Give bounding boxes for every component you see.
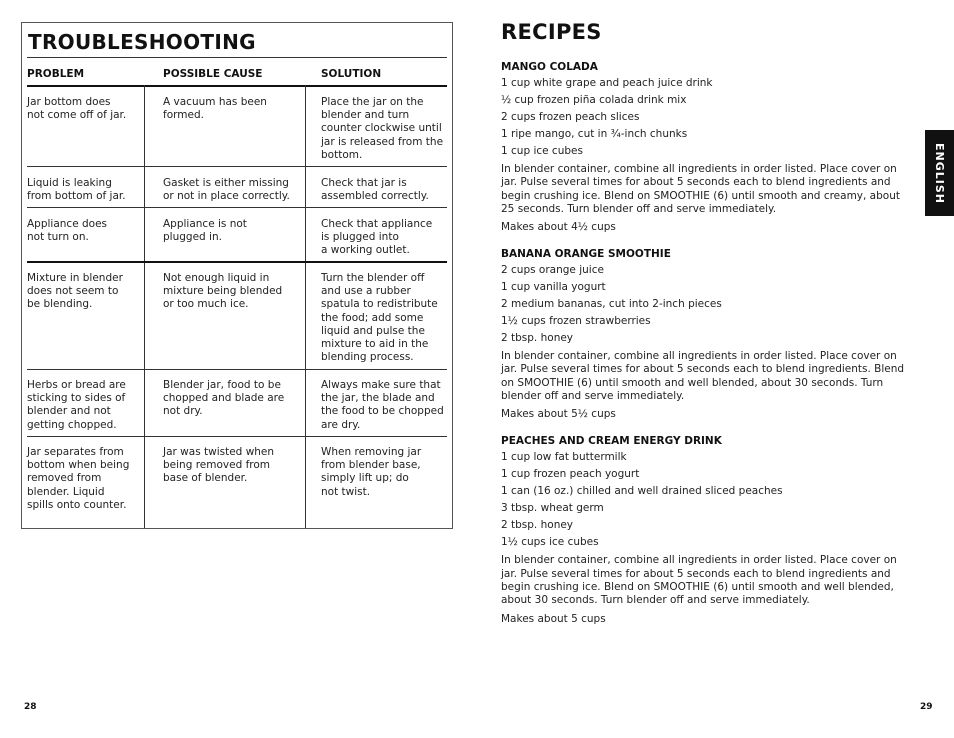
recipe-title: BANANA ORANGE SMOOTHIE — [501, 248, 671, 261]
row-divider — [27, 207, 447, 208]
language-tab — [925, 130, 954, 216]
column-header-solution: SOLUTION — [321, 68, 382, 80]
recipe-yield: Makes about 5½ cups — [501, 408, 616, 421]
ingredient-list — [501, 75, 913, 160]
recipe-banana-orange-smoothie — [501, 248, 913, 421]
problem-cell: Liquid is leaking from bottom of jar. — [27, 177, 126, 203]
ingredient-list — [501, 262, 913, 347]
column-divider — [144, 85, 145, 528]
recipe-title: MANGO COLADA — [501, 61, 598, 73]
recipe-yield: Makes about 5 cups — [501, 612, 606, 625]
ingredient-item: 1 cup ice cubes — [501, 145, 583, 157]
problem-cell: Herbs or bread are sticking to sides of blender and not getting chopped. — [27, 379, 126, 431]
solution-cell: Check that jar is assembled correctly. — [321, 177, 429, 203]
ingredient-item: 1 cup low fat buttermilk — [501, 451, 627, 464]
solution-cell: When removing jar from blender base, simply lift up; do not twist. — [321, 446, 422, 498]
solution-cell: Turn the blender off and use a rubber spatula to redistribute the food; add some liquid and pulse the mixture to aid in the blending process. — [321, 272, 438, 364]
column-header-cause: POSSIBLE CAUSE — [163, 68, 263, 80]
ingredient-item: 2 cups orange juice — [501, 264, 604, 277]
column-divider — [305, 85, 306, 528]
ingredient-item: 1 can (16 oz.) chilled and well drained sliced peaches — [501, 485, 783, 498]
troubleshooting-section — [21, 22, 453, 529]
ingredient-item: 2 cups frozen peach slices — [501, 111, 640, 123]
ingredient-item: 1 ripe mango, cut in ¾-inch chunks — [501, 128, 688, 140]
recipes-section — [501, 20, 913, 640]
solution-cell: Check that appliance is plugged into a working outlet. — [321, 218, 433, 257]
ingredient-item: 1 cup frozen peach yogurt — [501, 468, 640, 481]
ingredient-item: 2 medium bananas, cut into 2-inch pieces — [501, 298, 722, 311]
language-tab-label: ENGLISH — [933, 142, 947, 204]
recipe-mango-colada — [501, 61, 913, 234]
solution-cell: Always make sure that the jar, the blade and the food to be chopped are dry. — [321, 379, 444, 431]
cause-cell: A vacuum has been formed. — [163, 96, 267, 122]
ingredient-item: 1 cup white grape and peach juice drink — [501, 77, 713, 89]
cause-cell: Jar was twisted when being removed from base of blender. — [163, 446, 275, 485]
problem-cell: Jar bottom does not come off of jar. — [27, 96, 127, 122]
recipe-method: In blender container, combine all ingredients in order listed. Place cover on jar. Pulse several times for about 5 seconds each to blend ingredients and begin crushing ice. Blend on SMOOTHIE (6) until smooth and well blended, about 30 seconds. Turn blender off and serve immediately. — [501, 554, 897, 607]
row-divider — [27, 166, 447, 167]
ingredient-item: 1 cup vanilla yogurt — [501, 281, 606, 294]
header-divider — [27, 85, 447, 87]
ingredient-item: ½ cup frozen piña colada drink mix — [501, 94, 687, 106]
ingredient-item: 3 tbsp. wheat germ — [501, 502, 604, 515]
ingredient-list — [501, 449, 913, 551]
recipe-method: In blender container, combine all ingredients in order listed. Place cover on jar. Pulse several times for about 5 seconds each to blend ingredients and begin crushing ice. Blend on SMOOTHIE (6) until smooth and creamy, about 25 seconds. Turn blender off and serve immediately. — [501, 163, 900, 215]
troubleshooting-title: TROUBLESHOOTING — [28, 30, 256, 54]
problem-cell: Appliance does not turn on. — [27, 218, 108, 244]
recipes-title: RECIPES — [501, 20, 602, 44]
solution-cell: Place the jar on the blender and turn counter clockwise until jar is released from the bottom. — [321, 96, 444, 161]
row-divider — [27, 436, 447, 437]
cause-cell: Blender jar, food to be chopped and blade are not dry. — [163, 379, 285, 418]
title-divider — [27, 57, 447, 58]
row-divider — [27, 261, 447, 263]
recipe-title: PEACHES AND CREAM ENERGY DRINK — [501, 435, 722, 448]
recipe-yield: Makes about 4½ cups — [501, 221, 616, 234]
cause-cell: Not enough liquid in mixture being blended or too much ice. — [163, 272, 283, 311]
ingredient-item: 1½ cups ice cubes — [501, 536, 599, 549]
problem-cell: Jar separates from bottom when being removed from blender. Liquid spills onto counter. — [27, 446, 130, 511]
row-divider — [27, 369, 447, 370]
recipe-method: In blender container, combine all ingredients in order listed. Place cover on jar. Pulse several times for about 5 seconds each to blend ingredients. Blend on SMOOTHIE (6) until smooth and well blended, about 30 seconds. Turn blender off and serve immediately. — [501, 350, 905, 403]
ingredient-item: 1½ cups frozen strawberries — [501, 315, 651, 328]
problem-cell: Mixture in blender does not seem to be blending. — [27, 272, 123, 311]
column-header-problem: PROBLEM — [27, 68, 85, 80]
recipe-peaches-and-cream — [501, 435, 913, 625]
page-number-left: 28 — [24, 702, 37, 712]
cause-cell: Appliance is not plugged in. — [163, 218, 247, 244]
ingredient-item: 2 tbsp. honey — [501, 332, 574, 345]
page-number-right: 29 — [920, 702, 933, 712]
ingredient-item: 2 tbsp. honey — [501, 519, 574, 532]
cause-cell: Gasket is either missing or not in place correctly. — [163, 177, 290, 203]
